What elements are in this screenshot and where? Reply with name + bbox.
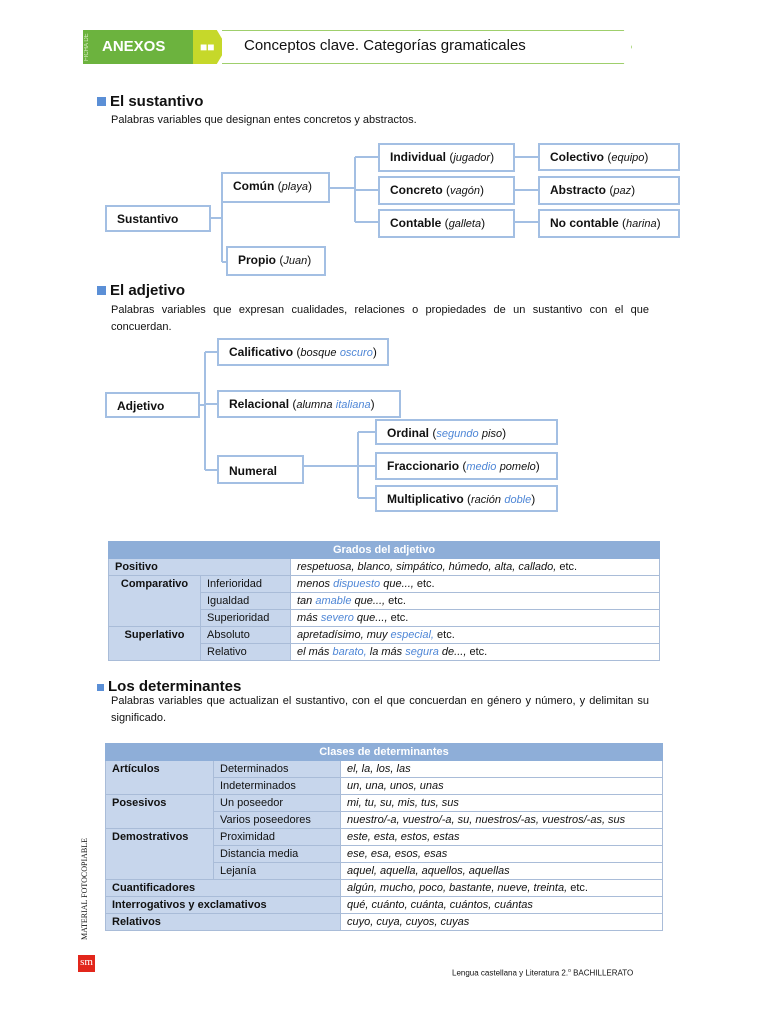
example-segment: etc. [388,595,406,607]
example-segment: etc. [433,629,455,641]
example-segment: dispuesto [333,578,381,590]
section-title-text: El adjetivo [110,282,186,299]
node-sustantivo: Sustantivo [105,205,211,232]
determiner-class: Interrogativos y exclamativos [106,897,341,914]
determiner-class: Cuantificadores [106,880,341,897]
bullet-icon [97,286,106,295]
example-segment: menos [297,578,334,590]
section-adjetivo-desc: Palabras variables que expresan cualidades, relaciones o propiedades de un sustantivo con el que concuerdan. [111,304,649,333]
table-title: Clases de determinantes [106,744,663,761]
determiner-subtype: Determinados [214,761,341,778]
grade-subtype: Absoluto [201,627,291,644]
grade-subtype: Relativo [201,644,291,661]
determiner-class: Artículos [106,761,214,795]
table-row [106,795,663,812]
determiner-class: Demostrativos [106,829,214,880]
table-row [106,761,663,778]
example-segment: respetuosa, blanco, simpático, húmedo, alta, callado, [297,561,560,573]
example-segment: segura [405,646,439,658]
determiner-subtype: Indeterminados [214,778,341,795]
header-badge: ANEXOS [102,38,166,55]
example-segment: tan [297,595,316,607]
node-ordinal: Ordinal (segundo piso) [375,419,558,445]
sm-logo: sm [78,955,95,972]
determiner-subtype: Proximidad [214,829,341,846]
determiner-examples [341,829,663,846]
side-label: MATERIAL FOTOCOPIABLE [80,837,89,940]
node-concreto: Concreto (vagón) [378,176,515,205]
determiner-examples [341,863,663,880]
determiner-examples [341,778,663,795]
example-text: algún, mucho, poco, bastante, nueve, treinta, [347,882,571,894]
determiner-subtype: Un poseedor [214,795,341,812]
table-row [106,880,663,897]
node-individual: Individual (jugador) [378,143,515,172]
node-colectivo: Colectivo (equipo) [538,143,680,171]
determiner-class: Relativos [106,914,341,931]
node-calificativo: Calificativo (bosque oscuro) [217,338,389,366]
grade-example [291,576,660,593]
footer-text: Lengua castellana y Literatura 2. [452,968,569,978]
example-segment: de..., [438,646,470,658]
example-segment: etc. [390,612,409,624]
footer-sup: o [568,968,571,974]
grade-example [291,610,660,627]
grade-example [291,627,660,644]
example-segment: barato, [332,646,367,658]
table-row [109,576,660,593]
example-segment: amable [315,595,352,607]
determinantes-table [105,743,663,931]
determiner-examples [341,795,663,812]
table-title: Grados del adjetivo [109,542,660,559]
determiner-examples [341,880,663,897]
determiner-examples [341,812,663,829]
node-numeral: Numeral [217,455,304,484]
section-adjetivo-title [97,282,185,299]
grade-name: Comparativo [109,576,201,627]
grados-table [108,541,660,661]
grade-subtype: Igualdad [201,593,291,610]
table-row [106,897,663,914]
node-no-contable: No contable (harina) [538,209,680,238]
footer [452,968,633,978]
determiner-examples [341,897,663,914]
example-text: nuestro/-a, vuestro/-a, su, nuestros/-as, vuestros/-as, sus [347,814,626,826]
example-text: ese, esa, esos, esas [347,848,448,860]
table-row [106,914,663,931]
example-segment: especial, [390,629,434,641]
determiner-examples [341,846,663,863]
example-segment: que..., [353,612,391,624]
example-etc: etc. [570,882,588,894]
example-segment: que..., [380,578,417,590]
example-segment: etc. [559,561,578,573]
table-row [109,559,660,576]
determiner-examples [341,761,663,778]
example-segment: la más [366,646,406,658]
node-multiplicativo: Multiplicativo (ración doble) [375,485,558,512]
bullet-icon [97,684,104,691]
example-text: mi, tu, su, mis, tus, sus [347,797,459,809]
node-fraccionario: Fraccionario (medio pomelo) [375,452,558,480]
node-propio: Propio (Juan) [226,246,326,276]
table-row [109,627,660,644]
section-title-text: Los determinantes [108,678,242,695]
table-row [106,829,663,846]
example-segment: que..., [351,595,389,607]
grade-subtype: Superioridad [201,610,291,627]
example-text: el, la, los, las [347,763,411,775]
example-segment: apretadísimo, muy [297,629,391,641]
example-segment: el más [297,646,333,658]
example-text: un, una, unos, unas [347,780,444,792]
grade-example [291,559,660,576]
example-segment: etc. [469,646,488,658]
header-ficha: FICHA DE [84,33,90,61]
grade-subtype: Inferioridad [201,576,291,593]
grade-name: Superlativo [109,627,201,661]
node-contable: Contable (galleta) [378,209,515,238]
example-text: aquel, aquella, aquellos, aquellas [347,865,510,877]
section-title-text: El sustantivo [110,93,204,110]
grade-name: Positivo [109,559,291,576]
node-adjetivo: Adjetivo [105,392,200,418]
grade-example [291,593,660,610]
node-relacional: Relacional (alumna italiana) [217,390,401,418]
example-segment: etc. [416,578,435,590]
section-determinantes-desc: Palabras variables que actualizan el sustantivo, con el que concuerdan en género y número, y delimitan su significado. [111,695,649,724]
footer-level: BACHILLERATO [570,968,634,978]
determiner-subtype: Distancia media [214,846,341,863]
example-segment: severo [320,612,354,624]
page-title: Conceptos clave. Categorías gramaticales [244,37,526,54]
node-abstracto: Abstracto (paz) [538,176,680,205]
node-comun: Común (playa) [221,172,330,203]
determiner-class: Posesivos [106,795,214,829]
example-segment: más [297,612,321,624]
example-text: este, esta, estos, estas [347,831,460,843]
section-sustantivo-desc: Palabras variables que designan entes concretos y abstractos. [111,114,417,126]
grade-example [291,644,660,661]
example-text: qué, cuánto, cuánta, cuántos, cuántas [347,899,533,911]
determiner-subtype: Lejanía [214,863,341,880]
determiner-examples [341,914,663,931]
book-icon: ■■ [200,40,215,54]
example-text: cuyo, cuya, cuyos, cuyas [347,916,470,928]
determiner-subtype: Varios poseedores [214,812,341,829]
